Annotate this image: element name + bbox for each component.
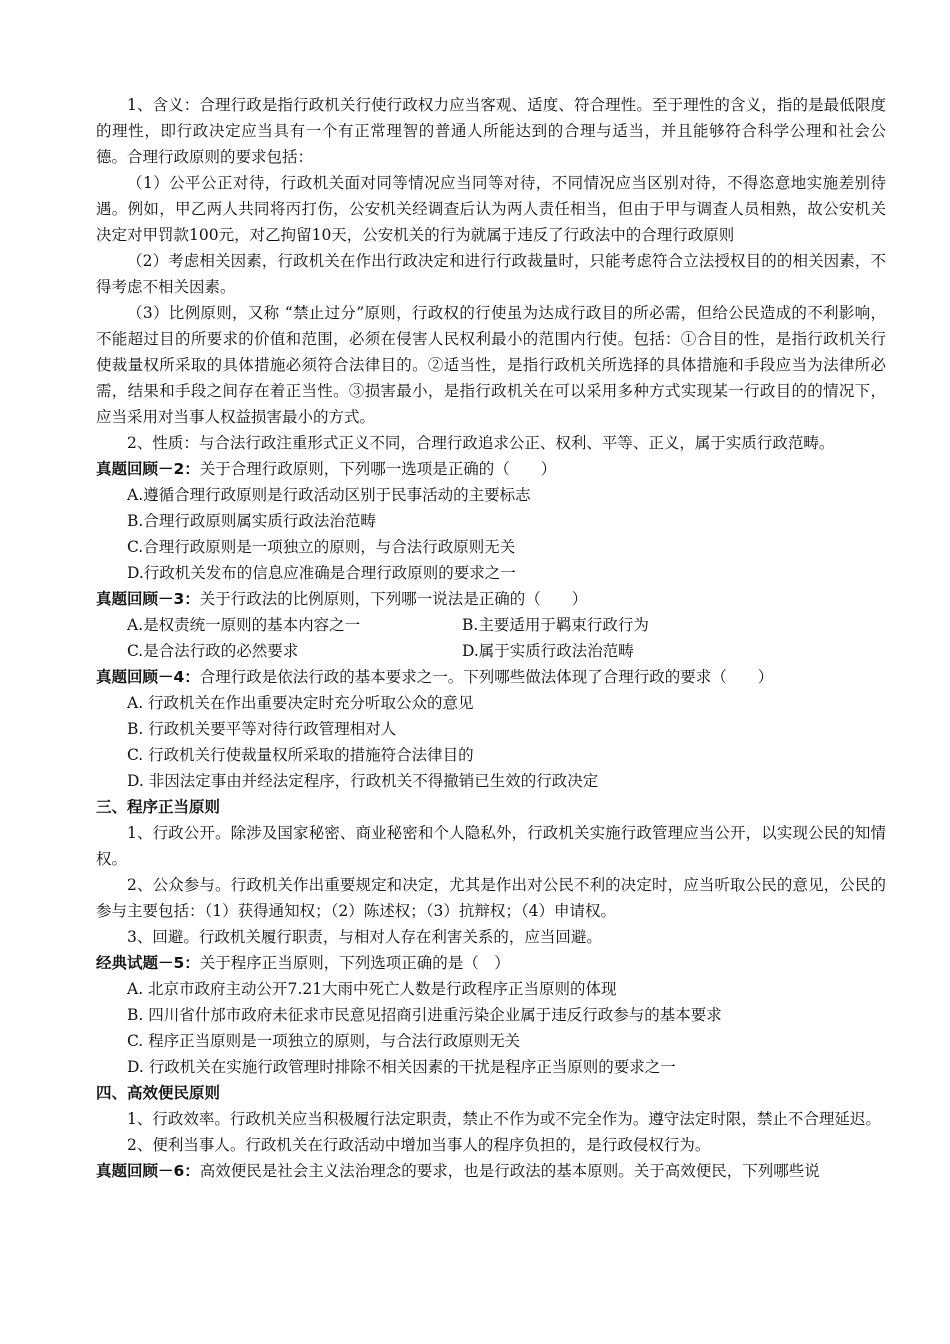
paragraph: （2）考虑相关因素，行政机关在作出行政决定和进行行政裁量时，只能考虑符合立法授权目的的相关因素，不得考虑不相关因素。 <box>96 252 886 296</box>
option-row <box>96 638 886 664</box>
paragraph: 1、行政公开。除涉及国家秘密、商业秘密和个人隐私外，行政机关实施行政管理应当公开，以实现公民的知情权。 <box>96 824 886 868</box>
option: D.属于实质行政法治范畴 <box>462 642 634 660</box>
paragraph: （3）比例原则，又称 “禁止过分”原则，行政权的行使虽为达成行政目的所必需，但给公民造成的不利影响，不能超过目的所要求的价值和范围，必须在侵害人民权利最小的范围内行使。包括：①合目的性，是指行政机关行使裁量权所采取的具体措施必须符合法律目的。②适当性，是指行政机关所选择的具体措施和手段应当为法律所必需，结果和手段之间存在着正当性。③损害最小，是指行政机关在可以采用多种方式实现某一行政目的的情况下，应当采用对当事人权益损害最小的方式。 <box>96 304 886 426</box>
option: A.是权责统一原则的基本内容之一 <box>127 616 361 634</box>
paragraph: 3、回避。行政机关履行职责，与相对人存在利害关系的，应当回避。 <box>127 928 602 946</box>
option: B.主要适用于羁束行政行为 <box>462 616 649 634</box>
option: A. 行政机关在作出重要决定时充分听取公众的意见 <box>127 694 474 712</box>
question-label: 真题回顾－6： <box>96 1162 200 1180</box>
question-stem: 真题回顾－4：合理行政是依法行政的基本要求之一。下列哪些做法体现了合理行政的要求（ ） <box>96 668 774 686</box>
paragraph: 2、便利当事人。行政机关在行政活动中增加当事人的程序负担的，是行政侵权行为。 <box>127 1136 711 1154</box>
document-page <box>96 92 886 1184</box>
option: A.遵循合理行政原则是行政活动区别于民事活动的主要标志 <box>127 486 531 504</box>
question-label: 经典试题－5： <box>96 954 200 972</box>
question-label: 真题回顾－3： <box>96 590 200 608</box>
question-stem: 真题回顾－3：关于行政法的比例原则，下列哪一说法是正确的（ ） <box>96 590 588 608</box>
question-label: 真题回顾－4： <box>96 668 200 686</box>
option-row <box>96 612 886 638</box>
question-stem: 真题回顾－6：高效便民是社会主义法治理念的要求，也是行政法的基本原则。关于高效便民，下列哪些说 <box>96 1162 820 1180</box>
question-stem: 真题回顾－2：关于合理行政原则，下列哪一选项是正确的（ ） <box>96 460 557 478</box>
paragraph: （1）公平公正对待，行政机关面对同等情况应当同等对待，不同情况应当区别对待，不得恣意地实施差别待遇。例如，甲乙两人共同将丙打伤，公安机关经调查后认为两人责任相当，但由于甲与调查人员相熟，故公安机关决定对甲罚款100元，对乙拘留10天，公安机关的行为就属于违反了行政法中的合理行政原则 <box>96 174 886 244</box>
option: C.是合法行政的必然要求 <box>127 642 299 660</box>
question-label: 真题回顾－2： <box>96 460 200 478</box>
section-heading: 四、高效便民原则 <box>96 1084 221 1102</box>
paragraph: 1、含义：合理行政是指行政机关行使行政权力应当客观、适度、符合理性。至于理性的含义，指的是最低限度的理性，即行政决定应当具有一个有正常理智的普通人所能达到的合理与适当，并且能够符合科学公理和社会公德。合理行政原则的要求包括： <box>96 96 886 166</box>
paragraph: 2、公众参与。行政机关作出重要规定和决定，尤其是作出对公民不利的决定时，应当听取公民的意见，公民的参与主要包括：（1）获得通知权；（2）陈述权；（3）抗辩权；（4）申请权。 <box>96 876 886 920</box>
option: A. 北京市政府主动公开7.21大雨中死亡人数是行政程序正当原则的体现 <box>127 980 617 998</box>
option: B.合理行政原则属实质行政法治范畴 <box>127 512 376 530</box>
section-heading: 三、程序正当原则 <box>96 798 221 816</box>
paragraph: 2、性质：与合法行政注重形式正义不同，合理行政追求公正、权利、平等、正义，属于实质行政范畴。 <box>127 434 835 452</box>
option: B. 行政机关要平等对待行政管理相对人 <box>127 720 397 738</box>
paragraph: 1、行政效率。行政机关应当积极履行法定职责，禁止不作为或不完全作为。遵守法定时限，禁止不合理延迟。 <box>127 1110 881 1128</box>
option: D. 行政机关在实施行政管理时排除不相关因素的干扰是程序正当原则的要求之一 <box>127 1058 676 1076</box>
option: C. 程序正当原则是一项独立的原则，与合法行政原则无关 <box>127 1032 521 1050</box>
option: D. 非因法定事由并经法定程序，行政机关不得撤销已生效的行政决定 <box>127 772 599 790</box>
option: C. 行政机关行使裁量权所采取的措施符合法律目的 <box>127 746 474 764</box>
option: B. 四川省什邡市政府未征求市民意见招商引进重污染企业属于违反行政参与的基本要求 <box>127 1006 722 1024</box>
option: D.行政机关发布的信息应准确是合理行政原则的要求之一 <box>127 564 516 582</box>
question-stem: 经典试题－5：关于程序正当原则，下列选项正确的是（ ） <box>96 954 510 972</box>
option: C.合理行政原则是一项独立的原则，与合法行政原则无关 <box>127 538 516 556</box>
